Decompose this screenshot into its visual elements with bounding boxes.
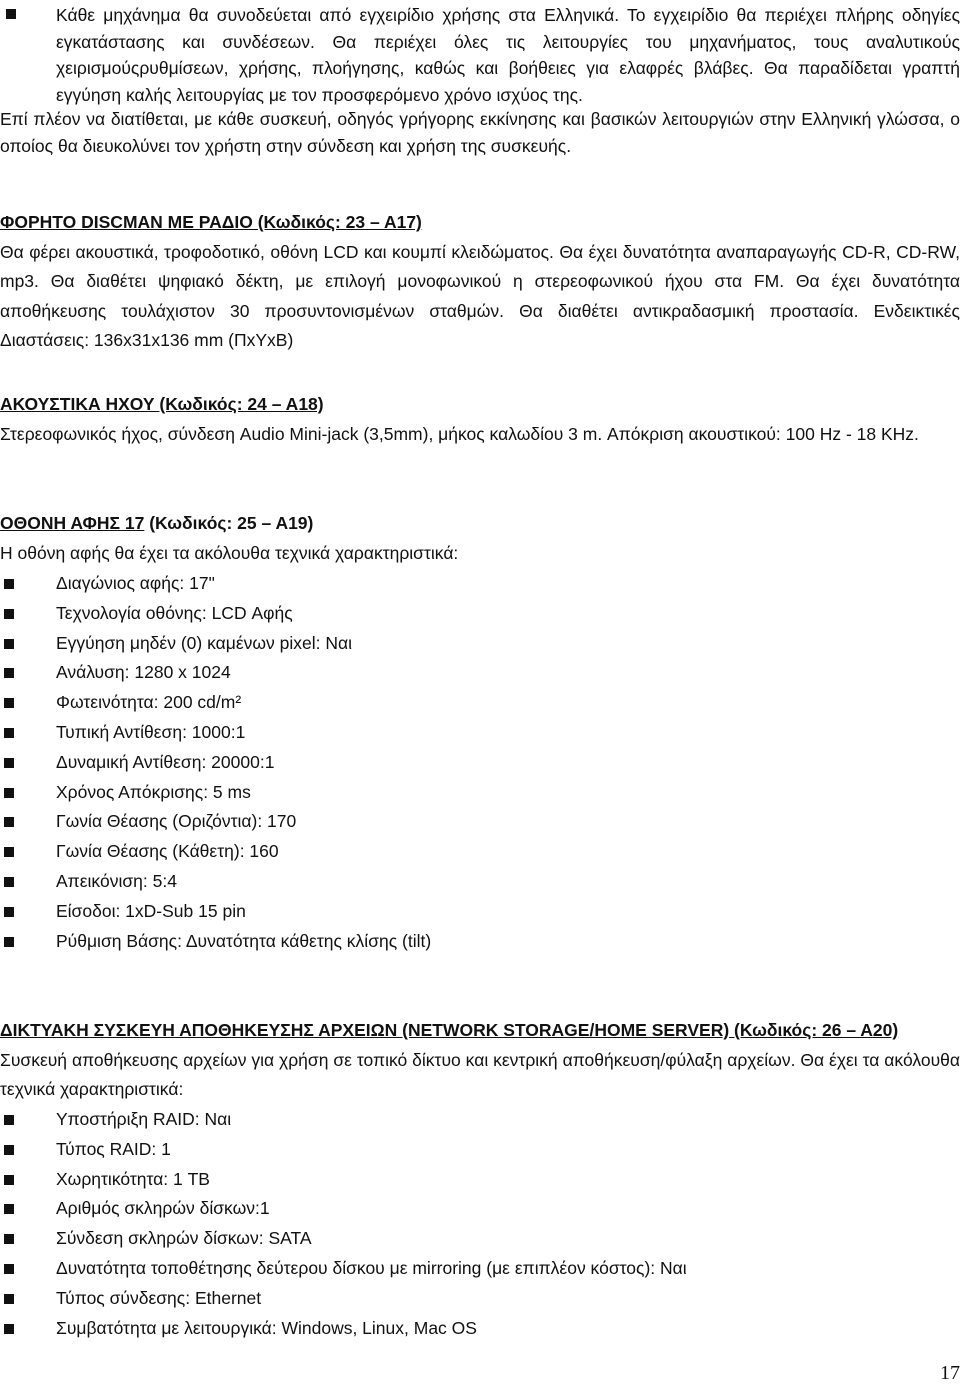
spec-list-item [0,1224,960,1254]
square-bullet-icon [4,1294,14,1304]
square-bullet-icon [6,9,16,19]
spec-list-item [0,837,960,867]
nas-section [0,1016,960,1105]
nas-heading: ΔΙΚΤΥΑΚΗ ΣΥΣΚΕΥΗ ΑΠΟΘΗΚΕΥΣΗΣ ΑΡΧΕΙΩΝ (NETWORK STORAGE/HOME SERVER) (Κωδικός: 26 – Α20) [0,1020,899,1040]
page-number: 17 [940,1362,960,1384]
nas-spec-list [0,1105,960,1343]
spec-list-item-text: Φωτεινότητα: 200 cd/m² [56,692,242,713]
spec-list-item-text: Απεικόνιση: 5:4 [56,870,177,891]
spec-list-item [0,658,960,688]
spec-list-item-text: Δυναμική Αντίθεση: 20000:1 [56,751,275,772]
discman-heading: ΦΟΡΗΤΟ DISCMAN ΜΕ ΡΑΔΙΟ (Κωδικός: 23 – Α17) [0,212,422,232]
spec-list-item [0,688,960,718]
square-bullet-icon [4,1145,14,1155]
spec-list-item-text: Διαγώνιος αφής: 17" [56,573,215,593]
square-bullet-icon [4,698,14,708]
spec-list-item-text: Υποστήριξη RAID: Ναι [56,1109,232,1129]
spec-list-item-text: Γωνία Θέασης (Οριζόντια): 170 [56,811,297,832]
square-bullet-icon [4,937,14,947]
spec-list-item-text: Χρόνος Απόκρισης: 5 ms [56,781,251,802]
spec-list-item [0,1135,960,1165]
spec-list-item [0,629,960,659]
square-bullet-icon [4,609,14,619]
nas-intro: Συσκευή αποθήκευσης αρχείων για χρήση σε τοπικό δίκτυο και κεντρική αποθήκευση/φύλαξη αρχείων. Θα έχει τα ακόλουθα τεχνικά χαρακτηριστικά: [0,1049,960,1099]
intro-quickstart-text: Επί πλέον να διατίθεται, με κάθε συσκευή, οδηγός γρήγορης εκκίνησης και βασικών λειτουργιών στην Ελληνική γλώσσα, ο οποίος θα διευκολύνει τον χρήστη στην σύνδεση και χρήση της συσκευής. [0,109,960,156]
touchscreen-section [0,509,960,568]
spec-list-item-text: Είσοδοι: 1xD-Sub 15 pin [56,900,246,921]
spec-list-item-text: Γωνία Θέασης (Κάθετη): 160 [56,841,279,862]
square-bullet-icon [4,668,14,678]
spec-list-item [0,1284,960,1314]
touchscreen-spec-list [0,569,960,956]
spec-list-item-text: Ρύθμιση Βάσης: Δυνατότητα κάθετης κλίσης (tilt) [56,930,432,951]
spec-list-item-text: Τύπος σύνδεσης: Ethernet [56,1287,262,1308]
spec-list-item [0,778,960,808]
spec-list-item-text: Εγγύηση μηδέν (0) καμένων pixel: Ναι [56,632,353,653]
spec-list-item [0,569,960,599]
square-bullet-icon [4,1204,14,1214]
discman-section [0,208,960,356]
headphones-section [0,390,960,449]
square-bullet-icon [4,1234,14,1244]
spec-list-item [0,897,960,927]
spec-list-item-text: Σύνδεση σκληρών δίσκων: SATA [56,1228,312,1249]
spec-list-item-text: Τύπος RAID: 1 [56,1138,171,1159]
headphones-heading: ΑΚΟΥΣΤΙΚΑ ΗΧΟΥ (Κωδικός: 24 – Α18) [0,394,324,414]
spec-list-item-text: Αριθμός σκληρών δίσκων:1 [56,1198,270,1219]
spec-list-item [0,1254,960,1284]
square-bullet-icon [4,788,14,798]
spec-list-item-text: Τυπική Αντίθεση: 1000:1 [56,721,246,742]
intro-manual-text: Κάθε μηχάνημα θα συνοδεύεται από εγχειρίδιο χρήσης στα Ελληνικά. Το εγχειρίδιο θα περιέχει πλήρης οδηγίες εγκατάστασης και συνδέσεων. Θα περιέχει όλες τις λειτουργίες του μηχανήματος, τους αναλυτικούς χειρισμούςρυθμίσεων, χρήσης, πλοήγησης, καθώς και βοήθειες για ελαφρές βλάβες. Θα παραδίδεται γραπτή εγγύηση καλής λειτουργίας με τον προσφερόμενο χρόνο ισχύος της. [56,5,960,105]
square-bullet-icon [4,728,14,738]
discman-body: Θα φέρει ακουστικά, τροφοδοτικό, οθόνη LCD και κουμπί κλειδώματος. Θα έχει δυνατότητα αναπαραγωγής CD-R, CD-RW, mp3. Θα διαθέτει ψηφιακό δέκτη, με επιλογή μονοφωνικού η στερεοφωνικού ήχου στα FM. Θα έχει δυνατότητα αποθήκευσης τουλάχιστον 30 προσυντονισμένων σταθμών. Θα διαθέτει αντικραδασμική προστασία. Ενδεικτικές Διαστάσεις: 136x31x136 mm (ΠxΥxΒ) [0,241,960,350]
square-bullet-icon [4,758,14,768]
spec-list-item [0,748,960,778]
square-bullet-icon [4,639,14,649]
square-bullet-icon [4,817,14,827]
square-bullet-icon [4,907,14,917]
headphones-body: Στερεοφωνικός ήχος, σύνδεση Audio Mini-jack (3,5mm), μήκος καλωδίου 3 m. Απόκριση ακουστικού: 100 Hz - 18 KHz. [0,423,919,444]
square-bullet-icon [4,1264,14,1274]
spec-list-item [0,867,960,897]
square-bullet-icon [4,1115,14,1125]
spec-list-item [0,599,960,629]
square-bullet-icon [4,1175,14,1185]
spec-list-item [0,1105,960,1135]
spec-list-item-text: Χωρητικότητα: 1 TB [56,1168,210,1189]
square-bullet-icon [4,847,14,857]
spec-list-item [0,807,960,837]
touchscreen-heading: ΟΘΟΝΗ ΑΦΗΣ 17 (Κωδικός: 25 – Α19) [0,513,314,533]
spec-list-item-text: Συμβατότητα με λειτουργικά: Windows, Linux, Mac OS [56,1317,477,1338]
spec-list-item [0,927,960,957]
spec-list-item-text: Ανάλυση: 1280 x 1024 [56,662,231,683]
square-bullet-icon [4,579,14,589]
spec-list-item-text: Τεχνολογία οθόνης: LCD Αφής [56,602,293,623]
spec-list-item [0,718,960,748]
spec-list-item [0,1165,960,1195]
square-bullet-icon [4,877,14,887]
square-bullet-icon [4,1324,14,1334]
spec-list-item [0,1194,960,1224]
spec-list-item [0,1314,960,1344]
spec-list-item-text: Δυνατότητα τοποθέτησης δεύτερου δίσκου με mirroring (με επιπλέον κόστος): Ναι [56,1257,687,1278]
touchscreen-intro: Η οθόνη αφής θα έχει τα ακόλουθα τεχνικά χαρακτηριστικά: [0,542,459,563]
